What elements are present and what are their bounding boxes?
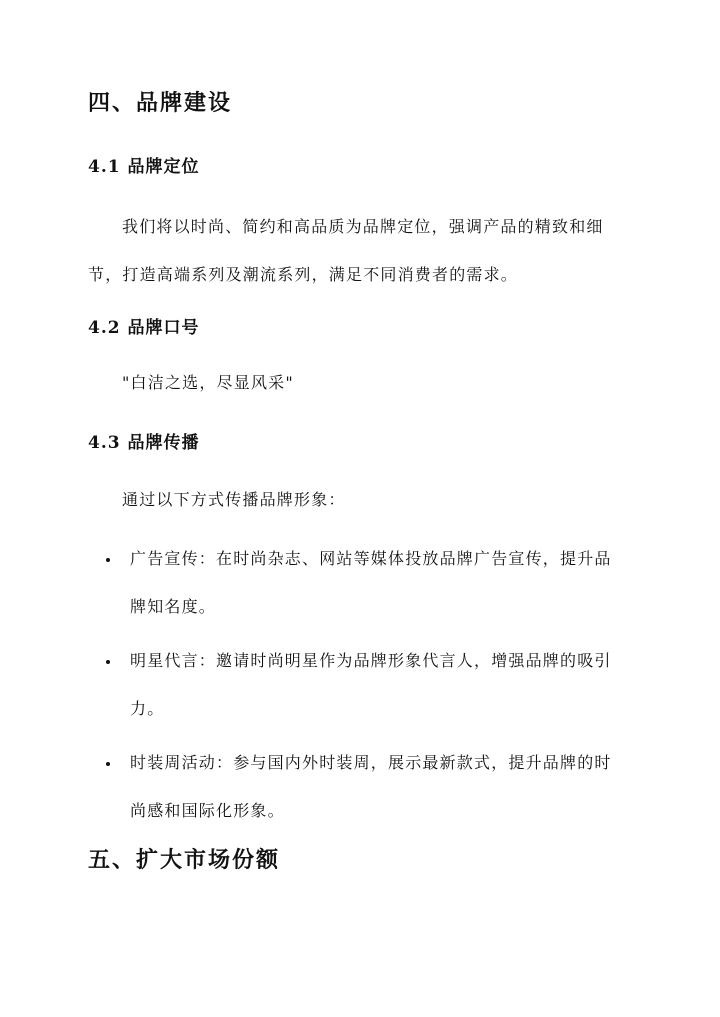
list-item <box>106 535 626 631</box>
subheading-brand-slogan: 4.2 品牌口号 <box>88 318 200 338</box>
bullet-icon <box>106 558 110 562</box>
brand-communication-intro: 通过以下方式传播品牌形象： <box>122 490 346 509</box>
brand-positioning-paragraph: 我们将以时尚、简约和高品质为品牌定位，强调产品的精致和细节，打造高端系列及潮流系列，满足不同消费者的需求。 <box>88 217 604 284</box>
section-heading-brand-building: 四、品牌建设 <box>88 90 233 116</box>
list-item-text: 时装周活动：参与国内外时装周，展示最新款式，提升品牌的时尚感和国际化形象。 <box>130 753 612 820</box>
brand-slogan-text: "白洁之选，尽显风采" <box>122 373 294 392</box>
bullet-icon <box>106 660 110 664</box>
section-heading-expand-market-share: 五、扩大市场份额 <box>88 847 281 873</box>
communication-methods-list <box>106 535 626 841</box>
bullet-icon <box>106 762 110 766</box>
subheading-brand-positioning: 4.1 品牌定位 <box>88 157 200 177</box>
list-item-text: 明星代言：邀请时尚明星作为品牌形象代言人，增强品牌的吸引力。 <box>130 651 612 718</box>
subheading-brand-communication: 4.3 品牌传播 <box>88 433 200 453</box>
list-item-text: 广告宣传：在时尚杂志、网站等媒体投放品牌广告宣传，提升品牌知名度。 <box>130 549 612 616</box>
list-item <box>106 637 626 733</box>
list-item <box>106 739 626 835</box>
